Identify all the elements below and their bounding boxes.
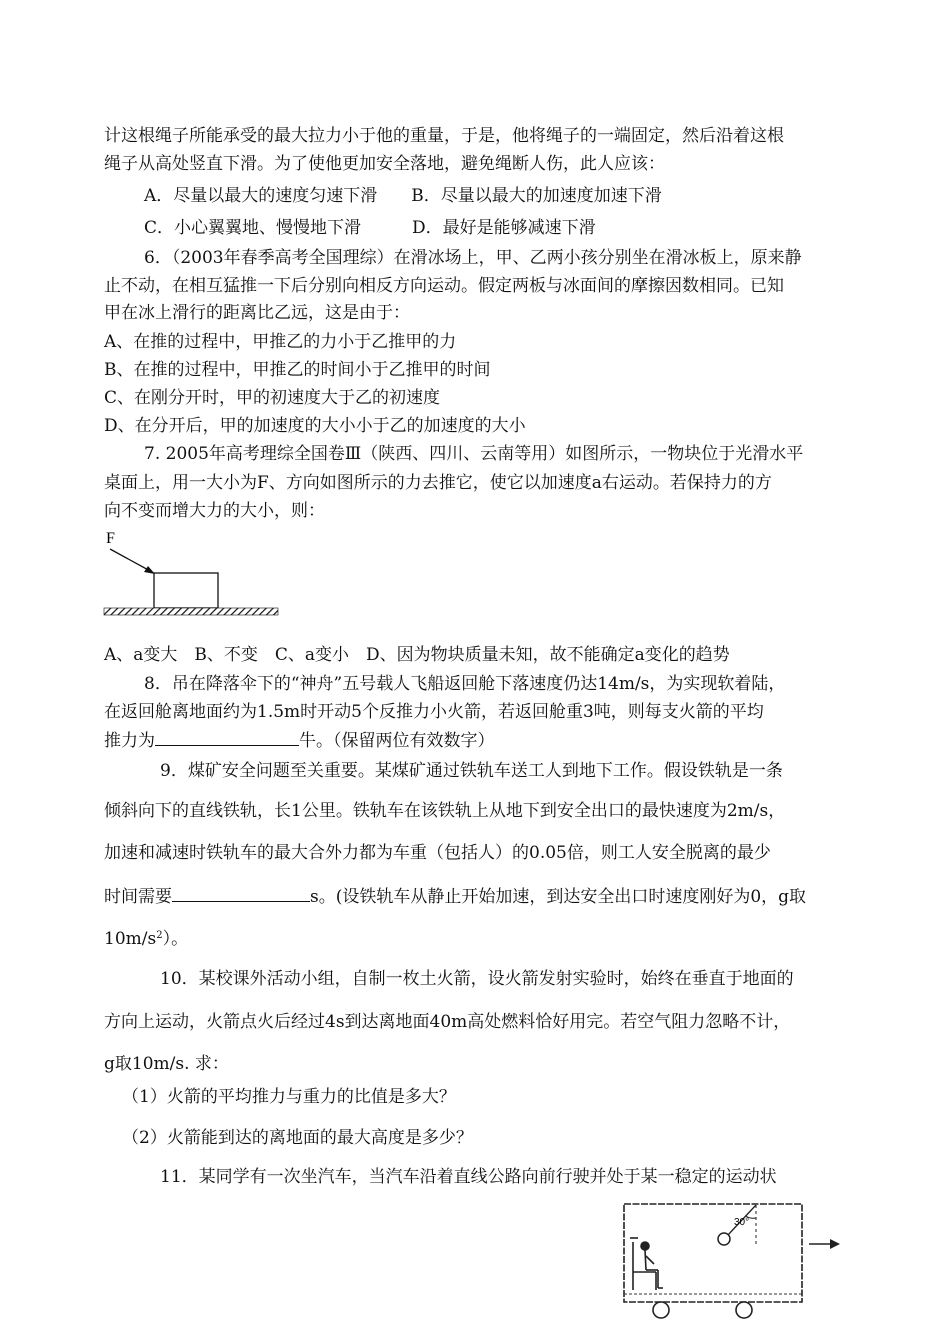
motion-arrowhead [830,1239,840,1249]
option-line: A、a变大 B、不变 C、a变小 D、因为物块质量未知，故不能确定a变化的趋势 [104,645,730,665]
superscript: 2 [156,930,163,941]
text-fragment: 牛。（保留两位有效数字） [299,731,495,751]
question-7: 7. 2005年高考理综全国卷Ⅲ（陕西、四川、云南等用）如图所示，一物块位于光滑水平 [144,444,804,464]
option-line: A、在推的过程中，甲推乙的力小于乙推甲的力 [104,332,457,352]
block-force-diagram [100,526,290,618]
angle-label: 30° [734,1217,750,1228]
option-line: D、在分开后，甲的加速度的大小小于乙的加速度的大小 [104,416,526,436]
text-line: 止不动，在相互猛推一下后分别向相反方向运动。假定两板与冰面间的摩擦因数相同。已知 [104,276,784,296]
rear-wheel [736,1302,752,1318]
text-fragment: 时间需要 [104,887,172,907]
text-line: 加速和减速时铁轨车的最大合外力都为车重（包括人）的0.05倍，则工人安全脱离的最少 [104,843,771,863]
car-pendulum-figure [604,1198,844,1324]
question-11: 11．某同学有一次坐汽车，当汽车沿着直线公路向前行驶并处于某一稳定的运动状 [160,1167,777,1187]
text-line [104,729,495,752]
option-line: A．尽量以最大的速度匀速下滑 B．尽量以最大的加速度加速下滑 [144,186,662,206]
force-label: F [106,530,115,547]
text-line: 桌面上，用一大小为F、方向如图所示的力去推它，使它以加速度a右运动。若保持力的方 [104,473,772,493]
text-line: 在返回舱离地面约为1.5m时开动5个反推力小火箭，若返回舱重3吨，则每支火箭的平均 [104,702,764,722]
option-line: C、在刚分开时，甲的初速度大于乙的初速度 [104,388,441,408]
text-fragment: ）。 [162,929,189,949]
text-fragment: s。(设铁轨车从静止开始加速，到达安全出口时速度刚好为0，g取 [310,887,807,907]
text-fragment: 推力为 [104,731,155,751]
question-8: 8．吊在降落伞下的“神舟”五号载人飞船返回舱下落速度仍达14m/s，为实现软着陆， [144,674,786,694]
car-pendulum-diagram [604,1198,844,1324]
question-10: 10．某校课外活动小组，自制一枚土火箭，设火箭发射实验时，始终在垂直于地面的 [160,969,794,989]
pendulum-bob [718,1233,730,1245]
table-surface [104,608,278,615]
option-line: C．小心翼翼地、慢慢地下滑 D．最好是能够减速下滑 [144,218,596,238]
option-line: B、在推的过程中，甲推乙的时间小于乙推甲的时间 [104,360,491,380]
force-arrow [110,549,152,572]
text-line: 倾斜向下的直线铁轨，长1公里。铁轨车在该铁轨上从地下到安全出口的最快速度为2m/s， [104,801,786,821]
text-fragment: 10m/s [104,929,157,949]
seated-person [630,1238,663,1290]
text-line: 计这根绳子所能承受的最大拉力小于他的重量，于是，他将绳子的一端固定，然后沿着这根 [104,126,784,146]
text-line: g取10m/s. 求： [104,1054,229,1074]
question-6: 6．（2003年春季高考全国理综）在滑冰场上，甲、乙两小孩分别坐在滑冰板上，原来静 [144,248,802,268]
question-9: 9．煤矿安全问题至关重要。某煤矿通过铁轨车送工人到地下工作。假设铁轨是一条 [160,761,783,781]
block-force-figure [100,526,290,618]
answer-blank[interactable] [172,885,310,902]
text-line: 甲在冰上滑行的距离比乙远，这是由于： [104,303,410,323]
sub-question: （1）火箭的平均推力与重力的比值是多大？ [122,1087,456,1107]
text-line [104,885,806,908]
text-line: 向不变而增大力的大小，则： [104,501,325,521]
answer-blank[interactable] [155,729,299,746]
block [154,573,218,608]
car-body [624,1204,802,1302]
front-wheel [653,1302,669,1318]
sub-question: （2）火箭能到达的离地面的最大高度是多少？ [122,1128,473,1148]
text-line: 方向上运动，火箭点火后经过4s到达离地面40m高处燃料恰好用完。若空气阻力忽略不计， [104,1012,791,1032]
text-line: 绳子从高处竖直下滑。为了使他更加安全落地，避免绳断人伤，此人应该： [104,154,665,174]
text-line [104,928,188,950]
